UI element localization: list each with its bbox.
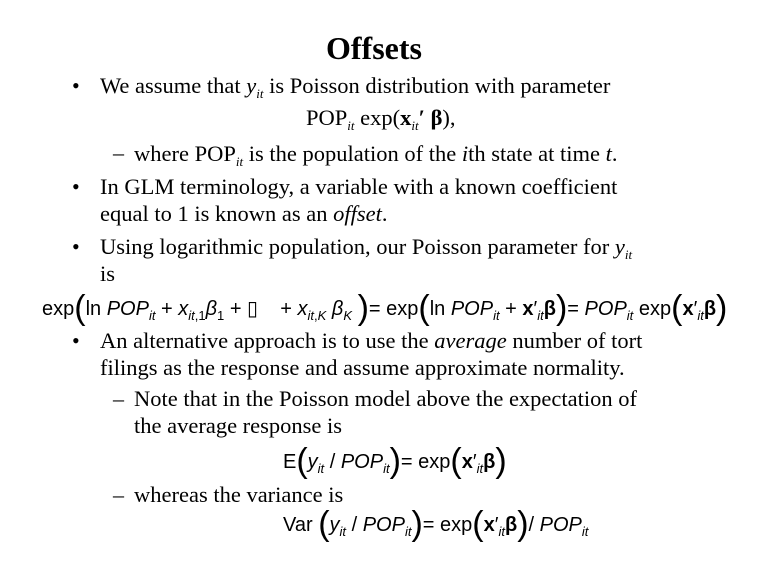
- sub-bullet-1: [134, 140, 617, 175]
- bullet-marker: •: [72, 328, 80, 353]
- sub-bullet-3: whereas the variance is: [134, 482, 344, 507]
- b1-it: it: [256, 86, 264, 101]
- b2-prefix: equal to 1 is known as an: [100, 201, 334, 226]
- b3-prefix: Using logarithmic population, our Poisson parameter for: [100, 234, 615, 259]
- s1-mid: is the population of the: [243, 141, 462, 166]
- b1-x: x: [400, 105, 412, 130]
- s1-end: .: [611, 141, 618, 166]
- b4-suffix: number of tort: [506, 328, 643, 353]
- s1-it: it: [235, 154, 244, 169]
- sub-bullet-2-line-2: the average response is: [134, 413, 343, 438]
- b3-y: y: [614, 234, 625, 259]
- b1-suffix: is Poisson distribution with parameter: [263, 73, 611, 98]
- equation-expectation: $E(y_{it} / POP_{it})= \exp(x'_{it}\beta)$: [283, 442, 507, 480]
- b1-pop: POP: [306, 105, 348, 130]
- s1-prefix: where POP: [134, 141, 236, 166]
- b1-exp: exp(: [354, 105, 401, 130]
- bullet-4-line-2: filings as the response and assume approximate normality.: [100, 355, 625, 380]
- bullet-marker: •: [72, 234, 80, 259]
- s1-mid2: th state at time: [468, 141, 606, 166]
- b4-average: average: [434, 328, 507, 353]
- equation-variance: Var $(y_{it} / POP_{it})= \exp(x'_{it}\beta)/$ $POP_{it}$: [283, 505, 589, 543]
- b1-x-it: it: [411, 118, 419, 133]
- dash-marker: –: [113, 482, 124, 507]
- bullet-3-line-2: is: [100, 261, 116, 286]
- bullet-3-line-1: [100, 233, 632, 268]
- equation-log-link: exp(ln $POP_{it} + x_{it,1}\beta_1$ + ▯ + $x_{it,K}$ $\beta_K$ )= exp(ln $POP_{it} + x'_{it}\beta)= POP_{it}$ $\exp(x'_{it}\beta)$: [42, 289, 728, 327]
- bullet-2-line-1: In GLM terminology, a variable with a known coefficient: [100, 174, 618, 199]
- bullet-1-line-2: [306, 104, 456, 139]
- b2-offset: offset: [333, 201, 382, 226]
- b1-pop-it: it: [347, 118, 355, 133]
- dash-marker: –: [113, 140, 124, 165]
- bullet-4-line-1: [100, 327, 642, 354]
- bullet-2-line-2: [100, 200, 387, 227]
- b1-end: ),: [442, 105, 456, 130]
- dash-marker: –: [113, 386, 124, 411]
- b2-end: .: [381, 201, 388, 226]
- b1-beta: ′ β: [418, 105, 443, 130]
- bullet-marker: •: [72, 73, 80, 98]
- s1-i: i: [461, 141, 469, 166]
- b1-prefix: We assume that: [100, 73, 247, 98]
- b3-it: it: [624, 247, 633, 262]
- s1-t: t: [605, 141, 612, 166]
- bullet-marker: •: [72, 174, 80, 199]
- b4-prefix: An alternative approach is to use the: [100, 328, 435, 353]
- b1-y: y: [246, 73, 257, 98]
- bullet-1-line-1: [100, 72, 610, 107]
- page-title: Offsets: [326, 30, 422, 66]
- sub-bullet-2-line-1: Note that in the Poisson model above the expectation of: [134, 386, 638, 411]
